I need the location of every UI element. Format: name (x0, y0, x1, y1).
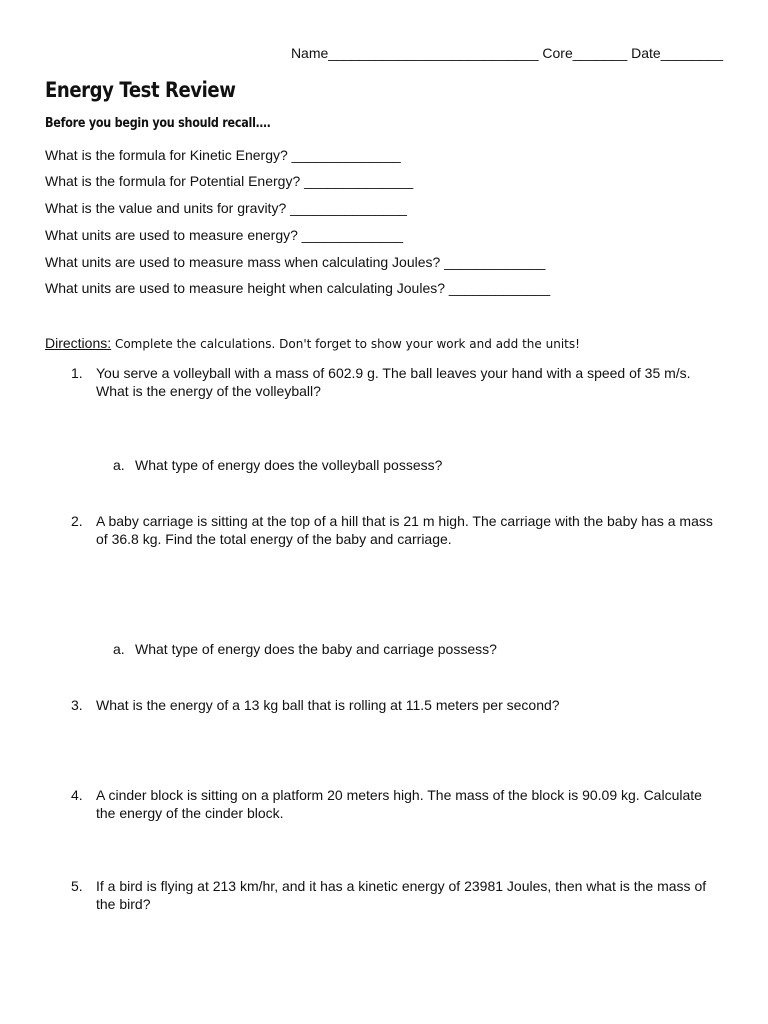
sub-question-text: What type of energy does the volleyball possess? (135, 457, 443, 473)
sub-question-letter: a. (113, 457, 125, 473)
sub-question-letter: a. (113, 641, 125, 657)
question-text: If a bird is flying at 213 km/hr, and it has a kinetic energy of 23981 Joules, then what is the mass of the bird? (96, 878, 707, 912)
sub-question (113, 457, 442, 473)
sub-question-text: What type of energy does the baby and carriage possess? (135, 641, 497, 657)
question-text: You serve a volleyball with a mass of 602.9 g. The ball leaves your hand with a speed of 35 m/s. What is the energy of the volleyball? (96, 365, 691, 399)
recall-question: What is the formula for Potential Energy? ______________ (45, 173, 414, 189)
recall-question: What is the formula for Kinetic Energy? ______________ (45, 147, 401, 163)
question-number: 3. (71, 697, 83, 713)
directions-text: Complete the calculations. Don't forget to show your work and add the units! (111, 337, 580, 351)
student-info-line: Name___________________________ Core_______ Date________ (290, 45, 723, 61)
sub-question (113, 641, 497, 657)
question-number: 2. (71, 513, 83, 529)
recall-question: What units are used to measure height when calculating Joules? _____________ (45, 280, 551, 296)
question-number: 5. (71, 878, 83, 894)
page-title: Energy Test Review (45, 78, 236, 102)
recall-question: What units are used to measure mass when calculating Joules? _____________ (45, 254, 546, 270)
question-text: A cinder block is sitting on a platform 20 meters high. The mass of the block is 90.09 kg. Calculate the energy of the cinder block. (96, 787, 702, 821)
directions-label: Directions: (45, 335, 112, 351)
section-subtitle: Before you begin you should recall…. (45, 116, 271, 131)
question-text: What is the energy of a 13 kg ball that is rolling at 11.5 meters per second? (96, 697, 560, 713)
recall-question: What units are used to measure energy? _____________ (45, 227, 404, 243)
question-text: A baby carriage is sitting at the top of a hill that is 21 m high. The carriage with the baby has a mass of 36.8 kg. Find the total energy of the baby and carriage. (96, 513, 713, 547)
question-number: 1. (71, 365, 83, 381)
question-number: 4. (71, 787, 83, 803)
directions (45, 335, 580, 351)
recall-question: What is the value and units for gravity? _______________ (45, 200, 407, 216)
